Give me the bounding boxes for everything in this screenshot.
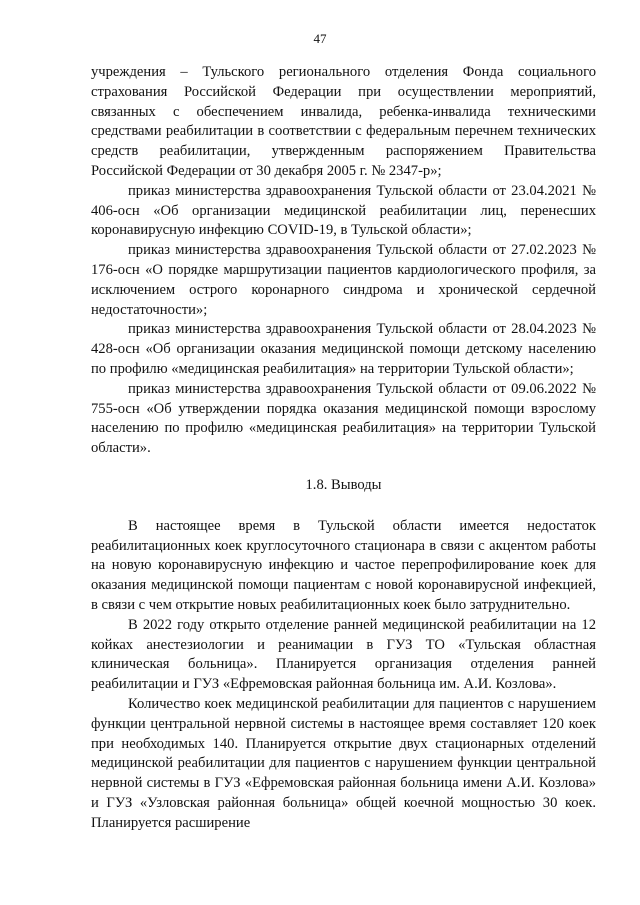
paragraph: учреждения – Тульского регионального отделения Фонда социального страхования Российской Федерации при осуществлении мероприятий, связанных с обеспечением инвалида, ребенка-инвалида техническими средствами реабилитации в соответствии с федеральным перечнем технических средств реабилитации, утвержденным распоряжением Правительства Российской Федерации от 30 декабря 2005 г. № 2347-р»;: [91, 64, 596, 179]
paragraph: приказ министерства здравоохранения Тульской области от 09.06.2022 № 755-осн «Об утверждении порядка оказания медицинской помощи взрослому населению по профилю «медицинская реабилитация» на территории Тульской области».: [91, 380, 596, 457]
paragraph: В настоящее время в Тульской области имеется недостаток реабилитационных коек круглосуточного стационара в связи с акцентом работы на новую коронавирусную инфекцию и частое перепрофилирование коек для оказания медицинской помощи пациентам с новой коронавирусной инфекцией, в связи с чем открытие новых реабилитационных коек было затруднительно.: [91, 517, 596, 613]
document-body: [91, 63, 596, 833]
paragraph: приказ министерства здравоохранения Тульской области от 23.04.2021 № 406-осн «Об организации медицинской реабилитации лиц, перенесших коронавирусную инфекцию COVID-19, в Тульской области»;: [91, 182, 596, 239]
page-number: 47: [313, 31, 327, 46]
paragraph: В 2022 году открыто отделение ранней медицинской реабилитации на 12 койках анестезиологии и реанимации в ГУЗ ТО «Тульская областная клиническая больница». Планируется организация отделения ранней реабилитации и ГУЗ «Ефремовская районная больница им. А.И. Козлова».: [91, 616, 596, 693]
paragraph: Количество коек медицинской реабилитации для пациентов с нарушением функции центральной нервной системы в настоящее время составляет 120 коек при необходимых 140. Планируется открытие двух стационарных отделений медицинской реабилитации для пациентов с нарушением функции центральной нервной системы в ГУЗ «Ефремовская районная больница имени А.И. Козлова» и ГУЗ «Узловская районная больница» общей коечной мощностью 30 коек. Планируется расширение: [91, 695, 596, 831]
paragraph: приказ министерства здравоохранения Тульской области от 28.04.2023 № 428-осн «Об организации оказания медицинской помощи детскому населению по профилю «медицинская реабилитация» на территории Тульской области»;: [91, 321, 596, 377]
paragraph: приказ министерства здравоохранения Тульской области от 27.02.2023 № 176-осн «О порядке маршрутизации пациентов кардиологического профиля, за исключением острого коронарного синдрома и хронической сердечной недостаточности»;: [91, 242, 596, 318]
section-heading: 1.8. Выводы: [305, 476, 382, 493]
